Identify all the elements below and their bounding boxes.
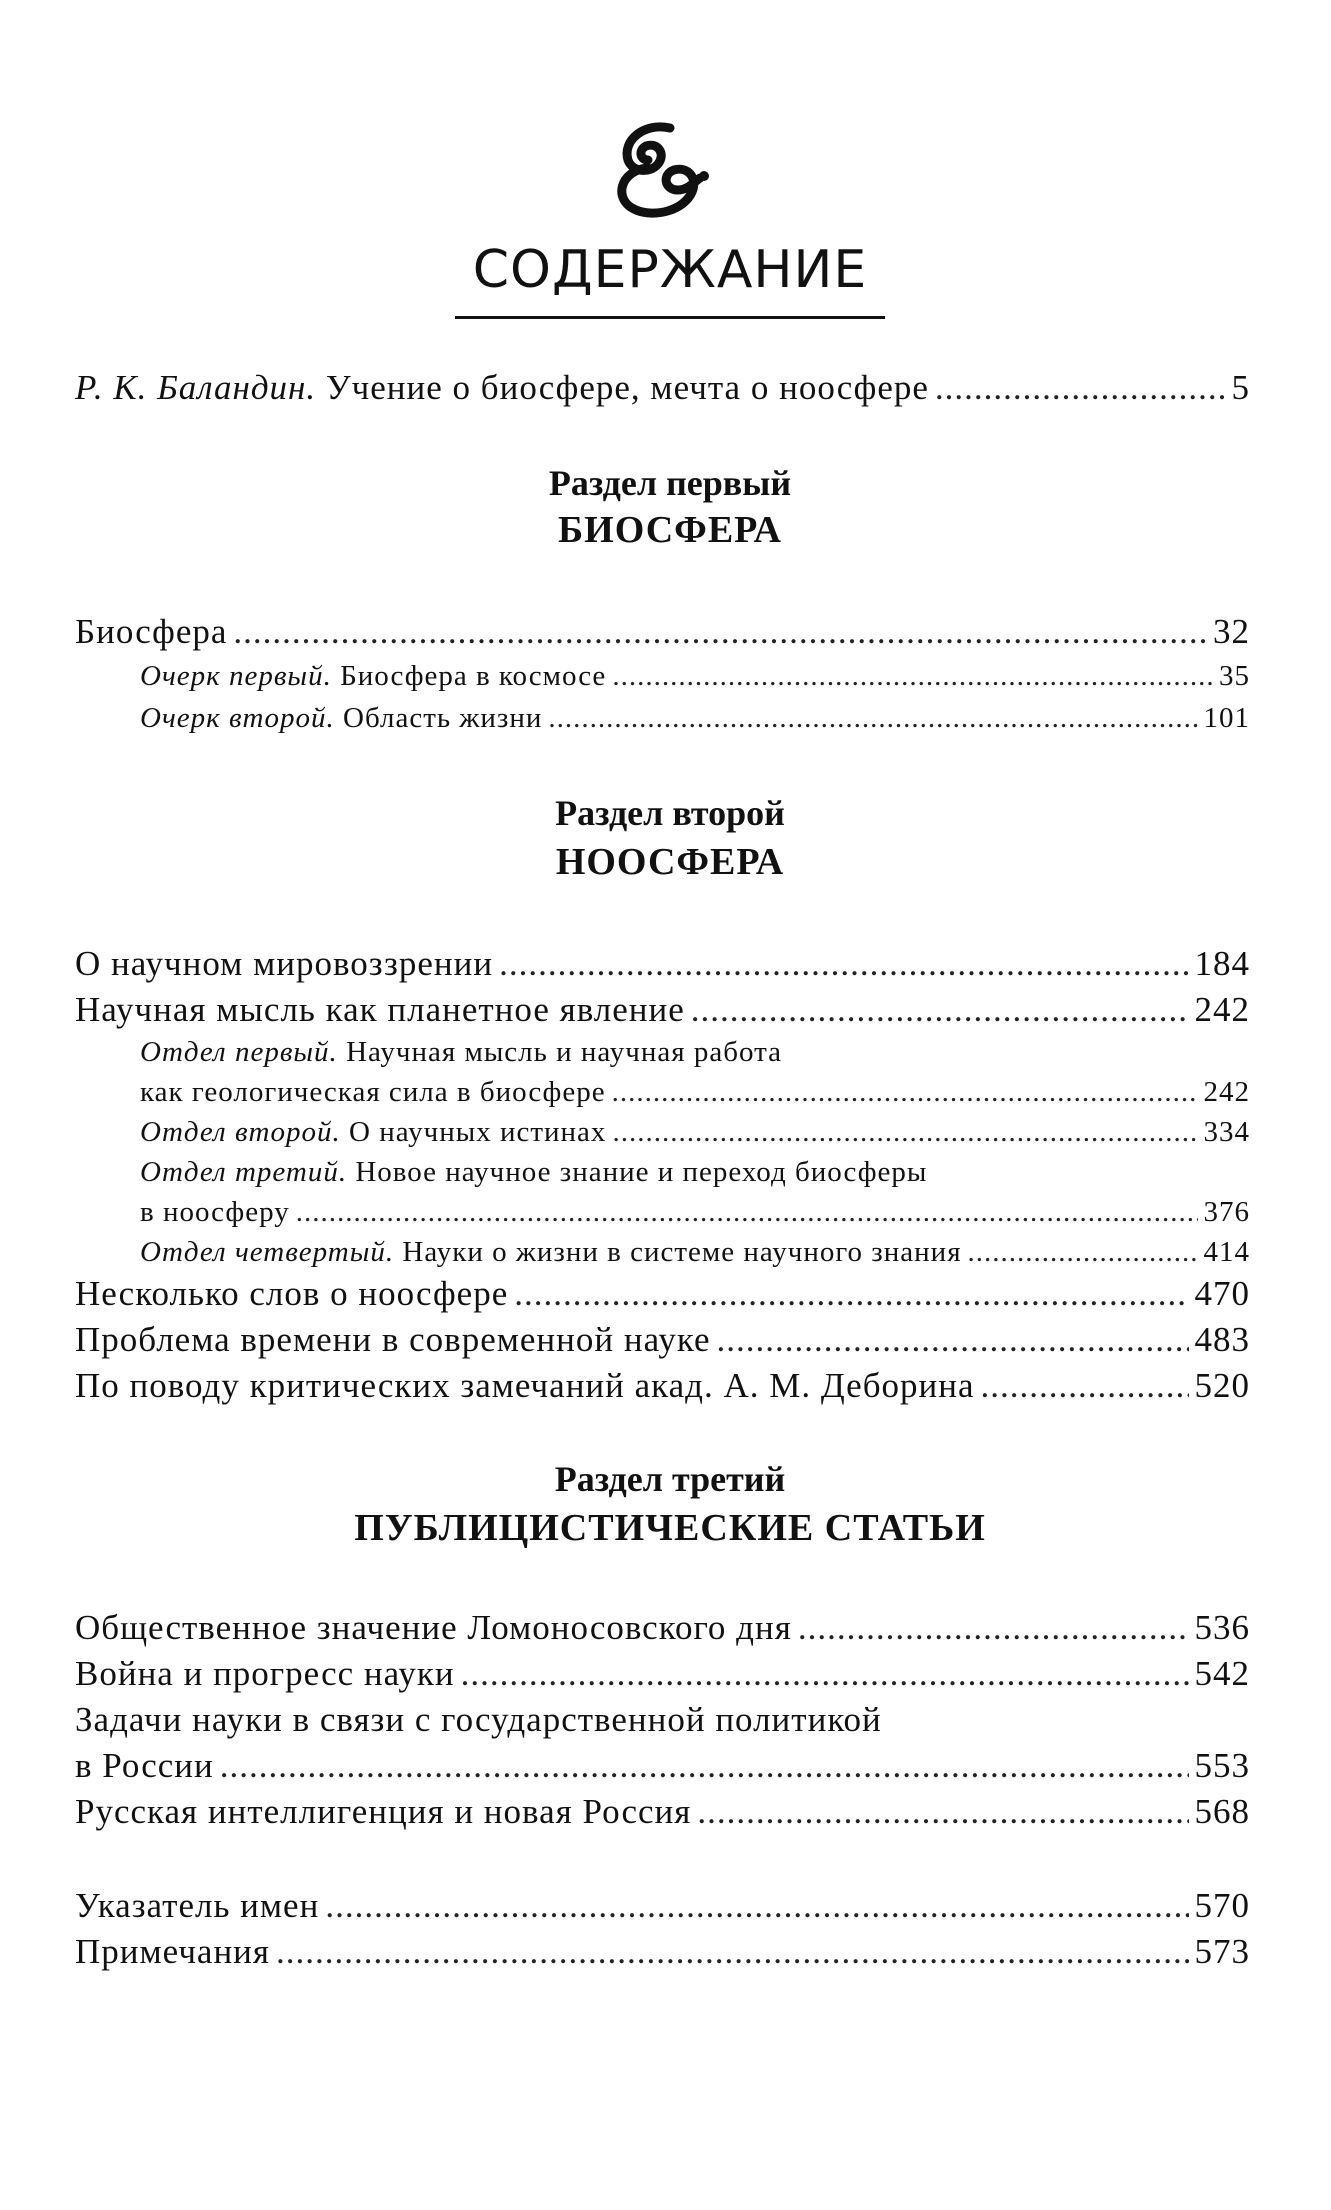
toc-entry-page: 470 bbox=[1194, 1274, 1250, 1313]
toc-entry[interactable] bbox=[75, 1320, 1250, 1360]
toc-entry-page: 32 bbox=[1213, 612, 1250, 651]
toc-entry[interactable] bbox=[75, 1608, 1250, 1648]
toc-entry-title: Науки о жизни в системе научного знания bbox=[402, 1236, 962, 1268]
toc-entry-page: 568 bbox=[1194, 1792, 1250, 1831]
toc-subentry-line1[interactable] bbox=[140, 1156, 927, 1189]
toc-entry[interactable] bbox=[75, 944, 1250, 984]
toc-entry-prefix: Отдел второй. bbox=[140, 1116, 341, 1148]
toc-entry-page: 414 bbox=[1203, 1236, 1250, 1268]
toc-subentry[interactable] bbox=[140, 1076, 1250, 1109]
toc-entry-page: 101 bbox=[1203, 702, 1250, 734]
leader-dots bbox=[612, 660, 1213, 693]
toc-entry-page: 542 bbox=[1194, 1654, 1250, 1693]
toc-entry[interactable] bbox=[75, 1746, 1250, 1786]
toc-entry-text bbox=[140, 1236, 962, 1269]
toc-entry[interactable] bbox=[75, 1366, 1250, 1406]
toc-entry[interactable] bbox=[75, 1274, 1250, 1314]
toc-entry-page: 573 bbox=[1194, 1932, 1250, 1971]
section-label: Раздел первый bbox=[548, 463, 792, 503]
leader-dots bbox=[612, 1116, 1197, 1149]
toc-entry-page: 570 bbox=[1194, 1886, 1250, 1925]
toc-entry-line1[interactable] bbox=[75, 1700, 882, 1740]
toc-entry-intro[interactable] bbox=[75, 368, 1250, 408]
leader-dots bbox=[461, 1654, 1189, 1694]
toc-entry-prefix: Отдел первый. bbox=[140, 1036, 338, 1068]
leader-dots bbox=[276, 1932, 1188, 1972]
toc-entry-text bbox=[140, 660, 606, 693]
toc-entry-prefix: Отдел третий. bbox=[140, 1156, 348, 1188]
toc-entry-title: Научная мысль как планетное явление bbox=[75, 990, 685, 1029]
toc-subentry[interactable] bbox=[140, 660, 1250, 693]
toc-subentry[interactable] bbox=[140, 702, 1250, 735]
toc-entry-prefix: Очерк второй. bbox=[140, 702, 335, 734]
toc-entry-author: Р. К. Баландин. bbox=[75, 368, 317, 407]
leader-dots bbox=[935, 368, 1226, 408]
leader-dots bbox=[717, 1320, 1189, 1360]
leader-dots bbox=[697, 1792, 1188, 1832]
toc-entry-title: Научная мысль и научная работа bbox=[346, 1036, 783, 1068]
toc-entry-title: Проблема времени в современной науке bbox=[75, 1320, 711, 1359]
toc-entry[interactable] bbox=[75, 1654, 1250, 1694]
toc-entry-title: О научном мировоззрении bbox=[75, 944, 494, 983]
section-name: БИОСФЕРА bbox=[558, 509, 782, 551]
ornament-icon bbox=[600, 120, 730, 220]
toc-entry-title: Задачи науки в связи с государственной политикой bbox=[75, 1700, 882, 1739]
leader-dots bbox=[220, 1746, 1189, 1786]
leader-dots bbox=[233, 612, 1207, 652]
toc-entry-page: 184 bbox=[1194, 944, 1250, 983]
toc-entry-page: 376 bbox=[1203, 1196, 1250, 1228]
toc-entry-page: 553 bbox=[1194, 1746, 1250, 1785]
toc-subentry[interactable] bbox=[140, 1116, 1250, 1149]
leader-dots bbox=[691, 990, 1189, 1030]
leader-dots bbox=[548, 702, 1197, 735]
toc-entry-title: в ноосферу bbox=[140, 1196, 290, 1228]
toc-entry-title: По поводу критических замечаний акад. А. М. Деборина bbox=[75, 1366, 975, 1405]
toc-entry-text bbox=[140, 1116, 606, 1149]
section-name: ПУБЛИЦИСТИЧЕСКИЕ СТАТЬИ bbox=[354, 1507, 986, 1549]
toc-entry-title: Учение о биосфере, мечта о ноосфере bbox=[325, 368, 929, 407]
leader-dots bbox=[981, 1366, 1189, 1406]
toc-subentry[interactable] bbox=[140, 1236, 1250, 1269]
toc-entry-prefix: Очерк первый. bbox=[140, 660, 332, 692]
toc-entry-title: Область жизни bbox=[343, 702, 543, 734]
toc-subentry[interactable] bbox=[140, 1196, 1250, 1229]
toc-entry-title: Указатель имен bbox=[75, 1886, 320, 1925]
leader-dots bbox=[296, 1196, 1198, 1229]
toc-entry-page: 536 bbox=[1194, 1608, 1250, 1647]
toc-entry-notes[interactable] bbox=[75, 1932, 1250, 1972]
leader-dots bbox=[798, 1608, 1189, 1648]
toc-entry-title: Русская интеллигенция и новая Россия bbox=[75, 1792, 692, 1831]
toc-entry-title: Биосфера bbox=[75, 612, 228, 651]
toc-entry-title: Новое научное знание и переход биосферы bbox=[355, 1156, 928, 1188]
toc-entry[interactable] bbox=[75, 990, 1250, 1030]
toc-entry-title: О научных истинах bbox=[349, 1116, 607, 1148]
toc-entry-text bbox=[140, 702, 542, 735]
toc-entry-page: 35 bbox=[1219, 660, 1250, 692]
leader-dots bbox=[325, 1886, 1188, 1926]
toc-entry-prefix: Отдел четвертый. bbox=[140, 1236, 395, 1268]
leader-dots bbox=[499, 944, 1188, 984]
toc-entry-page: 5 bbox=[1231, 368, 1250, 407]
toc-entry[interactable] bbox=[75, 612, 1250, 652]
section-label: Раздел третий bbox=[554, 1459, 786, 1499]
toc-entry-title: Война и прогресс науки bbox=[75, 1654, 455, 1693]
toc-entry-title: в России bbox=[75, 1746, 214, 1785]
toc-entry-page: 242 bbox=[1203, 1076, 1250, 1108]
toc-entry-page: 483 bbox=[1194, 1320, 1250, 1359]
section-name: НООСФЕРА bbox=[555, 841, 785, 883]
leader-dots bbox=[968, 1236, 1198, 1269]
toc-entry-page: 334 bbox=[1203, 1116, 1250, 1148]
page-title: СОДЕРЖАНИЕ bbox=[472, 240, 868, 300]
toc-entry-page: 242 bbox=[1194, 990, 1250, 1029]
toc-entry-text bbox=[75, 368, 929, 408]
toc-entry-title: Биосфера в космосе bbox=[340, 660, 607, 692]
toc-entry-title: Несколько слов о ноосфере bbox=[75, 1274, 509, 1313]
toc-entry[interactable] bbox=[75, 1792, 1250, 1832]
toc-entry-page: 520 bbox=[1194, 1366, 1250, 1405]
toc-entry-index[interactable] bbox=[75, 1886, 1250, 1926]
title-underline bbox=[455, 316, 885, 319]
leader-dots bbox=[612, 1076, 1198, 1109]
toc-entry-title: Общественное значение Ломоносовского дня bbox=[75, 1608, 792, 1647]
toc-entry-title: Примечания bbox=[75, 1932, 271, 1971]
section-label: Раздел второй bbox=[555, 793, 785, 833]
leader-dots bbox=[514, 1274, 1188, 1314]
toc-subentry-line1[interactable] bbox=[140, 1036, 782, 1069]
toc-entry-title: как геологическая сила в биосфере bbox=[140, 1076, 606, 1108]
